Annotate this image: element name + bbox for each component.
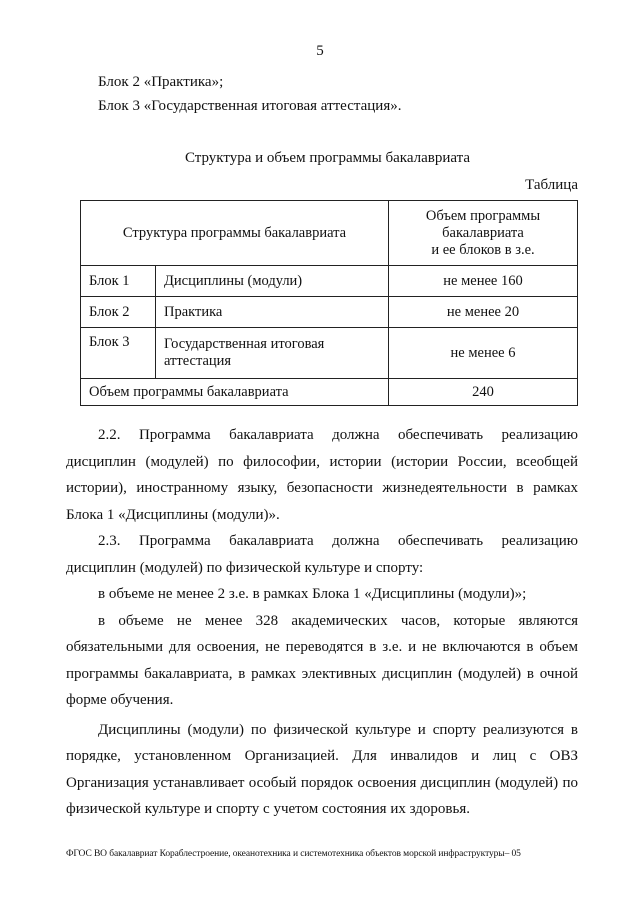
intro-line-block2: Блок 2 «Практика»;: [98, 74, 224, 90]
body-text: [66, 422, 578, 823]
table-total-row: [81, 379, 578, 406]
block-cell: Блок 2: [81, 297, 156, 328]
header-volume-line: бакалавриата: [442, 224, 524, 241]
header-volume-line: Объем программы: [425, 207, 541, 224]
block-value-cell: не менее 6: [389, 328, 578, 379]
table-row: [81, 297, 578, 328]
header-structure: Структура программы бакалавриата: [81, 201, 389, 266]
table-header-row: [81, 201, 578, 266]
header-volume-line: и ее блоков в з.е.: [431, 241, 535, 258]
block-name-cell: Государственная итоговая аттестация: [156, 328, 389, 379]
block-cell: Блок 1: [81, 266, 156, 297]
total-label-cell: Объем программы бакалавриата: [81, 379, 389, 406]
header-volume: [389, 201, 578, 266]
paragraph-2-3-item-1: в объеме не менее 2 з.е. в рамках Блока 1 «Дисциплины (модули)»;: [98, 586, 527, 602]
footer-note: ФГОС ВО бакалавриат Кораблестроение, океанотехника и системотехника объектов морской инфраструктуры– 05: [66, 849, 521, 859]
block-value-cell: не менее 20: [389, 297, 578, 328]
table-row: [81, 328, 578, 379]
paragraph-2-3: 2.3. Программа бакалавриата должна обеспечивать реализацию дисциплин (модулей) по физической культуре и спорту:: [66, 533, 578, 576]
table-row: [81, 266, 578, 297]
intro-line-block3: Блок 3 «Государственная итоговая аттестация».: [98, 98, 402, 114]
paragraph-2-3-item-2: в объеме не менее 328 академических часов, которые являются обязательными для освоения, не переводятся в з.е. и не включаются в объем программы бакалавриата, в рамках элективных дисциплин (модулей) в очной форме обучения.: [66, 612, 578, 708]
total-value-cell: 240: [389, 379, 578, 406]
table-title: Структура и объем программы бакалавриата: [184, 150, 471, 166]
table-label: Таблица: [525, 177, 578, 193]
block-name-cell: Практика: [156, 297, 389, 328]
paragraph-physical-culture: Дисциплины (модули) по физической культуре и спорту реализуются в порядке, установленном Организацией. Для инвалидов и лиц с ОВЗ Организация устанавливает особый порядок освоения дисциплин (модулей) по физической культуре и спорту с учетом состояния их здоровья.: [66, 721, 578, 817]
paragraph-2-2: 2.2. Программа бакалавриата должна обеспечивать реализацию дисциплин (модулей) по философии, истории (истории России, всеобщей истории), иностранному языку, безопасности жизнедеятельности в рамках Блока 1 «Дисциплины (модули)».: [66, 427, 578, 523]
structure-table: [80, 200, 578, 406]
block-cell: Блок 3: [81, 328, 156, 379]
block-name-cell: Дисциплины (модули): [156, 266, 389, 297]
page-number: 5: [316, 43, 324, 59]
block-value-cell: не менее 160: [389, 266, 578, 297]
